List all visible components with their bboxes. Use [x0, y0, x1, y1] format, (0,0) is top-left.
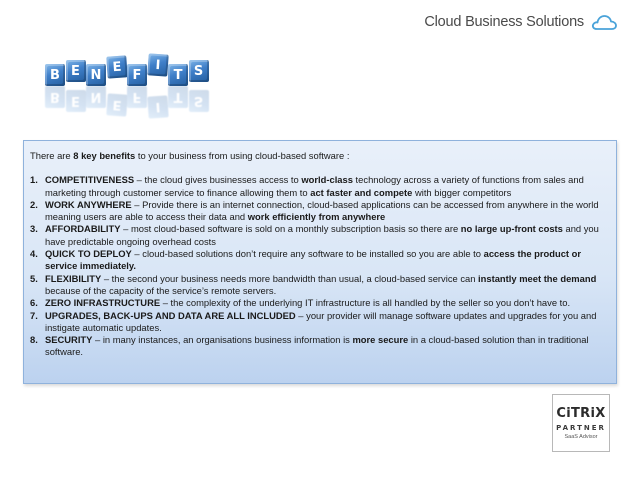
item-number: 8. — [30, 334, 38, 346]
list-item — [30, 248, 606, 273]
benefits-reflection — [45, 89, 209, 115]
item-text: – most cloud-based software is sold on a monthly subscription basis so there are — [120, 223, 461, 235]
list-item — [30, 310, 606, 335]
partner-logo: CiTRiX — [556, 406, 606, 421]
list-item — [30, 297, 606, 309]
intro-post: to your business from using cloud-based software : — [135, 150, 350, 161]
benefits-cubes — [45, 57, 209, 83]
letter-cube: E — [66, 60, 86, 82]
item-text: – in many instances, an organisations business information is — [92, 334, 353, 346]
letter-cube: T — [168, 64, 188, 86]
reflection-cube: N — [86, 86, 106, 108]
letter-cube: B — [45, 64, 65, 86]
reflection-cube: T — [168, 86, 188, 108]
item-number: 3. — [30, 223, 38, 235]
benefits-list — [30, 174, 606, 358]
item-emphasis: work efficiently from anywhere — [247, 211, 386, 223]
reflection-cube: S — [189, 90, 209, 112]
partner-label: PARTNER — [556, 424, 606, 432]
item-title: SECURITY — [45, 334, 93, 346]
reflection-cube: E — [106, 93, 127, 116]
letter-cube: E — [106, 55, 127, 78]
item-title: UPGRADES, BACK-UPS AND DATA ARE ALL INCLUDED — [45, 309, 296, 321]
list-item — [30, 334, 606, 359]
list-item — [30, 199, 606, 224]
item-title: AFFORDABILITY — [45, 223, 121, 235]
item-emphasis: act faster and compete — [310, 186, 413, 198]
letter-cube: I — [147, 53, 168, 76]
benefits-heading — [45, 57, 225, 120]
item-text: – Provide there is an internet connection, cloud-based applications can be accessed from anywhere in the world meaning users are able to access their data and — [45, 198, 599, 223]
item-title: FLEXIBILITY — [45, 272, 102, 284]
item-text: because of the capacity of the service’s remote servers. — [45, 284, 277, 296]
item-emphasis: world-class — [301, 174, 353, 186]
item-emphasis: instantly meet the demand — [478, 272, 597, 284]
item-text: with bigger competitors — [412, 186, 512, 198]
item-title: ZERO INFRASTRUCTURE — [45, 297, 161, 309]
partner-badge — [552, 394, 610, 452]
item-number: 1. — [30, 174, 38, 186]
cloud-icon — [590, 12, 618, 32]
item-emphasis: more secure — [352, 334, 409, 346]
reflection-cube: I — [147, 95, 168, 118]
reflection-cube: E — [66, 90, 86, 112]
letter-cube: N — [86, 64, 106, 86]
reflection-cube: F — [127, 86, 147, 108]
brand-header — [424, 12, 618, 32]
letter-cube: F — [127, 64, 147, 86]
item-text: technology across a variety of functions from sales and marketing through customer service to finance allowing them to — [45, 174, 584, 198]
list-item — [30, 223, 606, 248]
item-title: QUICK TO DEPLOY — [45, 248, 132, 260]
intro-text — [30, 150, 606, 162]
intro-bold: 8 key benefits — [73, 150, 136, 161]
list-item — [30, 273, 606, 298]
item-text: – the second your business needs more bandwidth than usual, a cloud-based service can — [101, 272, 479, 284]
item-text: – your provider will manage software updates and upgrades for you and instigate automatic updates. — [45, 309, 597, 333]
item-text: – the cloud gives businesses access to — [134, 174, 302, 186]
item-text: and you have predictable ongoing overhead costs — [45, 223, 599, 247]
item-text: – cloud-based solutions don’t require any software to be installed so you are able to — [131, 248, 484, 260]
brand-name: Cloud Business Solutions — [424, 14, 584, 30]
benefits-content-box — [23, 140, 617, 384]
item-emphasis: access the product or service immediately. — [45, 248, 582, 272]
item-number: 7. — [30, 309, 38, 321]
item-number: 5. — [30, 272, 38, 284]
reflection-cube: B — [45, 86, 65, 108]
item-number: 4. — [30, 248, 38, 260]
item-title: COMPETITIVENESS — [45, 174, 135, 186]
item-number: 6. — [30, 297, 38, 309]
letter-cube: S — [189, 60, 209, 82]
item-title: WORK ANYWHERE — [45, 198, 132, 210]
item-number: 2. — [30, 198, 38, 210]
intro-pre: There are — [30, 150, 74, 161]
list-item — [30, 174, 606, 199]
item-emphasis: no large up-front costs — [460, 223, 563, 235]
partner-sublabel: SaaS Advisor — [564, 434, 598, 440]
item-text: in a cloud-based solution than in traditional software. — [45, 334, 589, 358]
item-text: – the complexity of the underlying IT infrastructure is all handled by the seller so you don’t have to. — [160, 297, 571, 309]
